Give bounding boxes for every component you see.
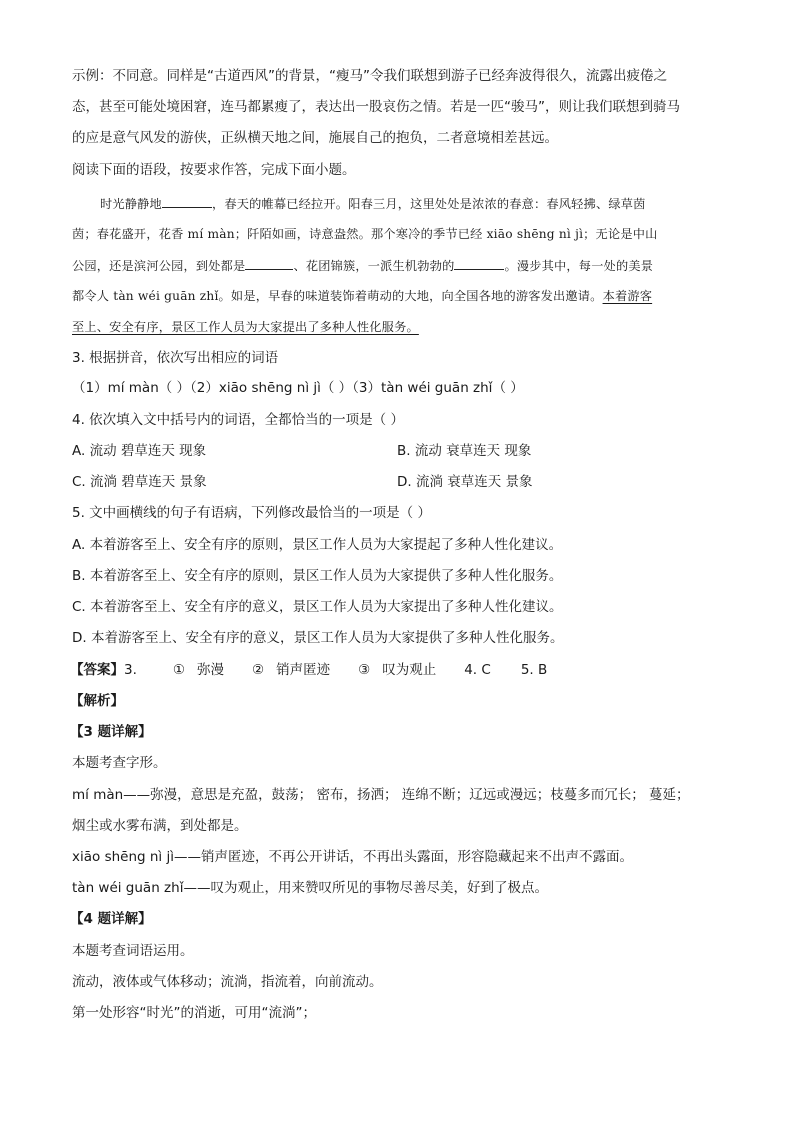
- passage-line-2: 茵；春花盛开，花香 mí màn；阡陌如画，诗意盎然。那个寒冷的季节已经 xiāo shēng nì jì；无论是中山: [72, 227, 658, 241]
- q4-detail-title: 【4 题详解】: [70, 911, 152, 927]
- q5-option-c: C. 本着游客至上、安全有序的意义，景区工作人员为大家提出了多种人性化建议。: [72, 599, 563, 615]
- answer-num-3: ③: [358, 662, 371, 678]
- analysis-tag: 【解析】: [70, 693, 124, 709]
- answer-word-1: 弥漫: [197, 662, 224, 678]
- q3-detail-line-5: tàn wéi guān zhǐ——叹为观止，用来赞叹所见的事物尽善尽美，好到了极点。: [72, 880, 548, 896]
- underlined-sentence-cont: 至上、安全有序，景区工作人员为大家提出了多种人性化服务。: [72, 320, 419, 334]
- answer-line: [70, 660, 547, 680]
- q4-option-c: C. 流淌 碧草连天 景象: [72, 474, 207, 490]
- answer-tag: 【答案】: [70, 662, 124, 678]
- fill-blank-2: [245, 255, 293, 270]
- q5-option-a: A. 本着游客至上、安全有序的原则，景区工作人员为大家提起了多种人性化建议。: [72, 537, 563, 553]
- answer-num-2: ②: [252, 662, 265, 678]
- passage-text: 时光静静地: [100, 197, 162, 211]
- answer-q3-label: 3.: [124, 662, 137, 678]
- q4-option-d: D. 流淌 衰草连天 景象: [397, 474, 533, 490]
- example-line-1: 示例：不同意。同样是“古道西风”的背景，“瘦马”令我们联想到游子已经奔波得很久，流露出疲倦之: [72, 68, 667, 84]
- q4-option-b: B. 流动 衰草连天 现象: [397, 443, 532, 459]
- example-line-3: 的应是意气风发的游侠，正纵横天地之间，施展自己的抱负，二者意境相差甚远。: [72, 130, 558, 146]
- example-line-2: 态，甚至可能处境困窘，连马都累瘦了，表达出一股哀伤之情。若是一匹“骏马”，则让我们联想到骑马: [72, 99, 680, 115]
- answer-num-1: ①: [172, 662, 185, 678]
- q3-detail-title: 【3 题详解】: [70, 724, 152, 740]
- fill-blank-3: [454, 255, 504, 270]
- passage-line-3: [72, 255, 653, 276]
- q3-detail-line-3: 烟尘或水雾布满，到处都是。: [72, 818, 248, 834]
- underlined-sentence: 本着游客: [602, 289, 653, 303]
- q4-stem: 4. 依次填入文中括号内的词语，全都恰当的一项是（ ）: [72, 412, 404, 428]
- passage-text: 都令人 tàn wéi guān zhǐ。如是，早春的味道装饰着萌动的大地，向全国各地的游客发出邀请。: [72, 289, 603, 303]
- q5-stem: 5. 文中画横线的句子有语病，下列修改最恰当的一项是（ ）: [72, 505, 431, 521]
- passage-text: 公园，还是滨河公园，到处都是: [72, 259, 246, 273]
- q4-detail-line-3: 第一处形容“时光”的消逝，可用“流淌”；: [72, 1005, 316, 1021]
- passage-text: 、花团锦簇，一派生机勃勃的: [293, 259, 455, 273]
- answer-word-2: 销声匿迹: [276, 662, 331, 678]
- fill-blank-1: [162, 193, 212, 208]
- q4-option-a: A. 流动 碧草连天 现象: [72, 443, 207, 459]
- q3-detail-line-1: 本题考查字形。: [72, 755, 167, 771]
- reading-instruction: 阅读下面的语段，按要求作答，完成下面小题。: [72, 162, 356, 178]
- q3-detail-line-2: mí màn——弥漫，意思是充盈，鼓荡； 密布，扬洒； 连绵不断；辽远或漫远；枝蔓多而冗长； 蔓延；: [72, 787, 690, 803]
- q3-items: （1）mí màn（ ）（2）xiāo shēng nì jì（ ）（3）tàn wéi guān zhǐ（ ）: [72, 380, 524, 396]
- q5-option-d: D. 本着游客至上、安全有序的意义，景区工作人员为大家提供了多种人性化服务。: [72, 630, 564, 646]
- q3-stem: 3. 根据拼音，依次写出相应的词语: [72, 350, 279, 366]
- passage-line-1: [100, 193, 646, 214]
- q3-detail-line-4: xiāo shēng nì jì——销声匿迹，不再公开讲话，不再出头露面，形容隐藏起来不出声不露面。: [72, 849, 633, 865]
- answer-q5: 5. B: [520, 662, 548, 678]
- q5-option-b: B. 本着游客至上、安全有序的原则，景区工作人员为大家提供了多种人性化服务。: [72, 568, 563, 584]
- answer-word-3: 叹为观止: [382, 662, 437, 678]
- q4-detail-line-1: 本题考查词语运用。: [72, 943, 194, 959]
- passage-text: ，春天的帷幕已经拉开。阳春三月，这里处处是浓浓的春意：春风轻拂、绿草茵: [211, 197, 646, 211]
- q4-detail-line-2: 流动，液体或气体移动；流淌，指流着，向前流动。: [72, 974, 383, 990]
- passage-line-4: [72, 286, 652, 306]
- passage-text: 。漫步其中，每一处的美景: [504, 259, 654, 273]
- answer-q4: 4. C: [464, 662, 491, 678]
